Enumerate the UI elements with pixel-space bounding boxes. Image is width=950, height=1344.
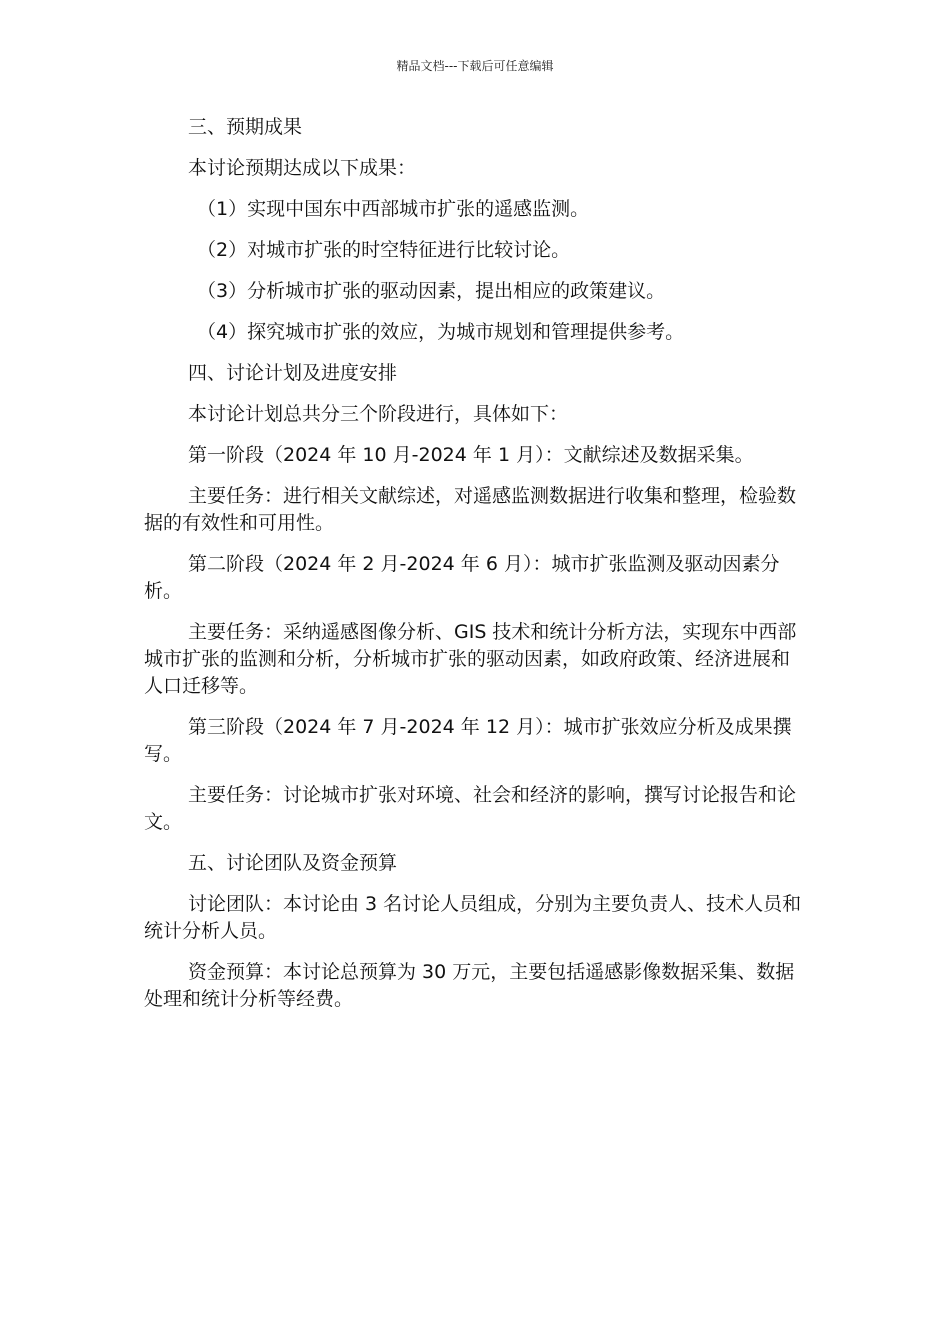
list-item: （2）对城市扩张的时空特征进行比较讨论。	[197, 239, 571, 261]
list-item: （1）实现中国东中西部城市扩张的遥感监测。	[197, 198, 590, 220]
paragraph: 本讨论计划总共分三个阶段进行，具体如下：	[188, 403, 569, 425]
section-heading-expected-results: 三、预期成果	[188, 116, 303, 138]
paragraph: 主要任务：讨论城市扩张对环境、社会和经济的影响，撰写讨论报告和论文。	[144, 784, 797, 833]
list-item: （4）探究城市扩张的效应，为城市规划和管理提供参考。	[197, 321, 685, 343]
section-heading-schedule: 四、讨论计划及进度安排	[188, 362, 398, 384]
page-header: 精品文档---下载后可任意编辑	[396, 59, 554, 73]
paragraph: 主要任务：进行相关文献综述，对遥感监测数据进行收集和整理，检验数据的有效性和可用性。	[144, 485, 797, 534]
list-item: （3）分析城市扩张的驱动因素，提出相应的政策建议。	[197, 280, 666, 302]
paragraph: 讨论团队：本讨论由 3 名讨论人员组成，分别为主要负责人、技术人员和统计分析人员。	[144, 893, 802, 942]
paragraph: 主要任务：采纳遥感图像分析、GIS 技术和统计分析方法，实现东中西部城市扩张的监测和分析，分析城市扩张的驱动因素，如政府政策、经济进展和人口迁移等。	[144, 621, 797, 697]
document-body	[144, 114, 806, 1027]
paragraph: 第三阶段（2024 年 7 月-2024 年 12 月）：城市扩张效应分析及成果撰写。	[144, 716, 792, 765]
paragraph: 第二阶段（2024 年 2 月-2024 年 6 月）：城市扩张监测及驱动因素分析。	[144, 553, 780, 602]
paragraph: 资金预算：本讨论总预算为 30 万元，主要包括遥感影像数据采集、数据处理和统计分析等经费。	[144, 961, 795, 1010]
section-heading-team-budget: 五、讨论团队及资金预算	[188, 852, 398, 874]
paragraph: 本讨论预期达成以下成果：	[188, 157, 417, 179]
paragraph: 第一阶段（2024 年 10 月-2024 年 1 月）：文献综述及数据采集。	[188, 444, 754, 466]
